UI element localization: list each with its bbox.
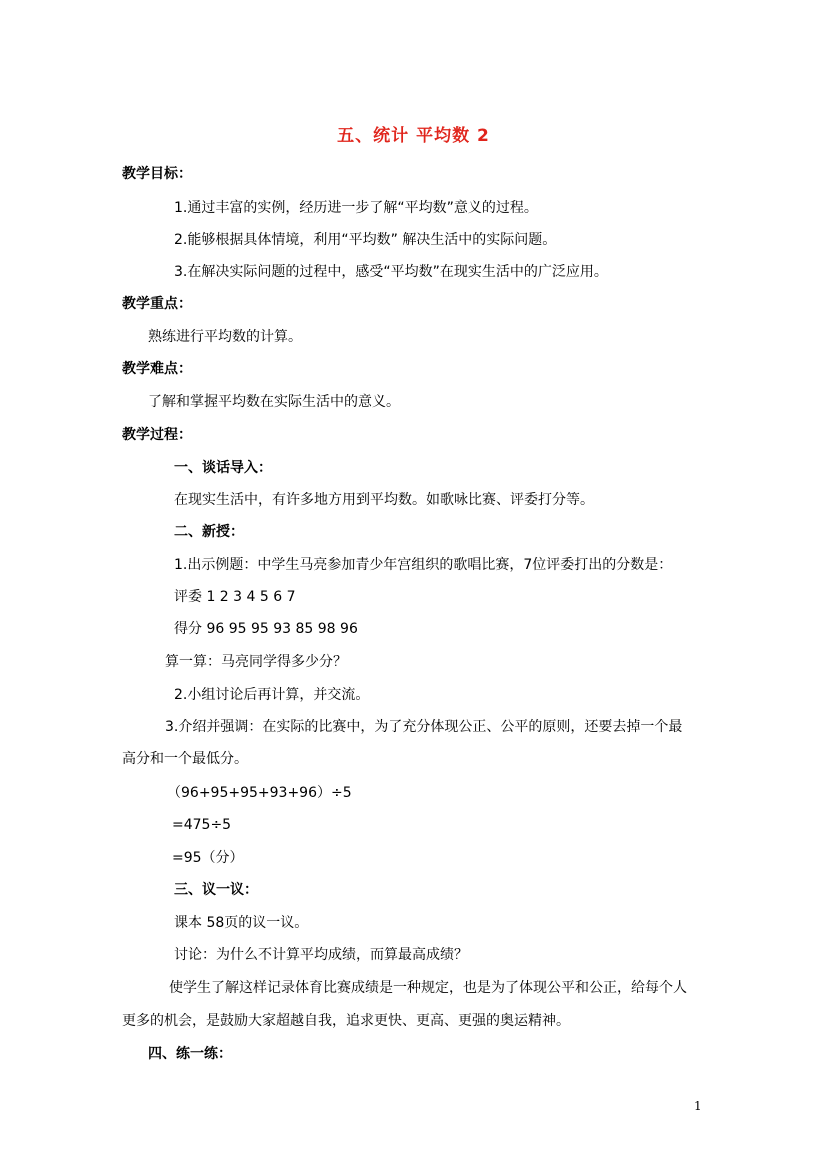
key-point-text: 熟练进行平均数的计算。: [148, 329, 302, 345]
calc-line-1: （96+95+95+93+96）÷5: [167, 785, 352, 801]
calc-line-3: =95（分）: [172, 850, 244, 866]
objectives-heading: 教学目标：: [122, 166, 192, 182]
part3-paragraph-line-2: 更多的机会，是鼓励大家超越自我，追求更快、更高、更强的奥运精神。: [122, 1013, 570, 1029]
question-text: 算一算：马亮同学得多少分？: [165, 654, 347, 670]
objective-item-3: 3.在解决实际问题的过程中，感受“平均数”在现实生活中的广泛应用。: [174, 264, 608, 280]
step2-text: 2.小组讨论后再计算，并交流。: [174, 687, 370, 703]
calc-line-2: =475÷5: [172, 817, 232, 833]
example-text: 1.出示例题：中学生马亮参加青少年宫组织的歌唱比赛，7位评委打出的分数是：: [174, 557, 673, 573]
key-point-heading: 教学重点：: [122, 296, 192, 312]
part4-heading: 四、练一练：: [148, 1046, 232, 1062]
judges-row: 评委 1 2 3 4 5 6 7: [174, 589, 296, 605]
part3-text-1: 课本 58页的议一议。: [174, 915, 309, 931]
part1-heading: 一、谈话导入：: [174, 460, 272, 476]
difficulty-text: 了解和掌握平均数在实际生活中的意义。: [148, 394, 400, 410]
difficulty-heading: 教学难点：: [122, 361, 192, 377]
scores-row: 得分 96 95 95 93 85 98 96: [174, 621, 358, 637]
page-number: 1: [694, 1099, 702, 1113]
part3-paragraph-line-1: 使学生了解这样记录体育比赛成绩是一种规定，也是为了体现公平和公正，给每个人: [169, 980, 687, 996]
step3-line-1: 3.介绍并强调：在实际的比赛中，为了充分体现公正、公平的原则，还要去掉一个最: [165, 719, 683, 735]
process-heading: 教学过程：: [122, 427, 192, 443]
part1-text: 在现实生活中，有许多地方用到平均数。如歌咏比赛、评委打分等。: [174, 492, 594, 508]
objective-item-1: 1.通过丰富的实例，经历进一步了解“平均数”意义的过程。: [174, 200, 538, 216]
part3-text-2: 讨论：为什么不计算平均成绩，而算最高成绩？: [174, 947, 468, 963]
page-title: 五、统计 平均数 2: [337, 126, 490, 146]
part3-heading: 三、议一议：: [174, 882, 258, 898]
step3-line-2: 高分和一个最低分。: [122, 751, 248, 767]
objective-item-2: 2.能够根据具体情境，利用“平均数” 解决生活中的实际问题。: [174, 232, 557, 248]
part2-heading: 二、新授：: [174, 524, 244, 540]
